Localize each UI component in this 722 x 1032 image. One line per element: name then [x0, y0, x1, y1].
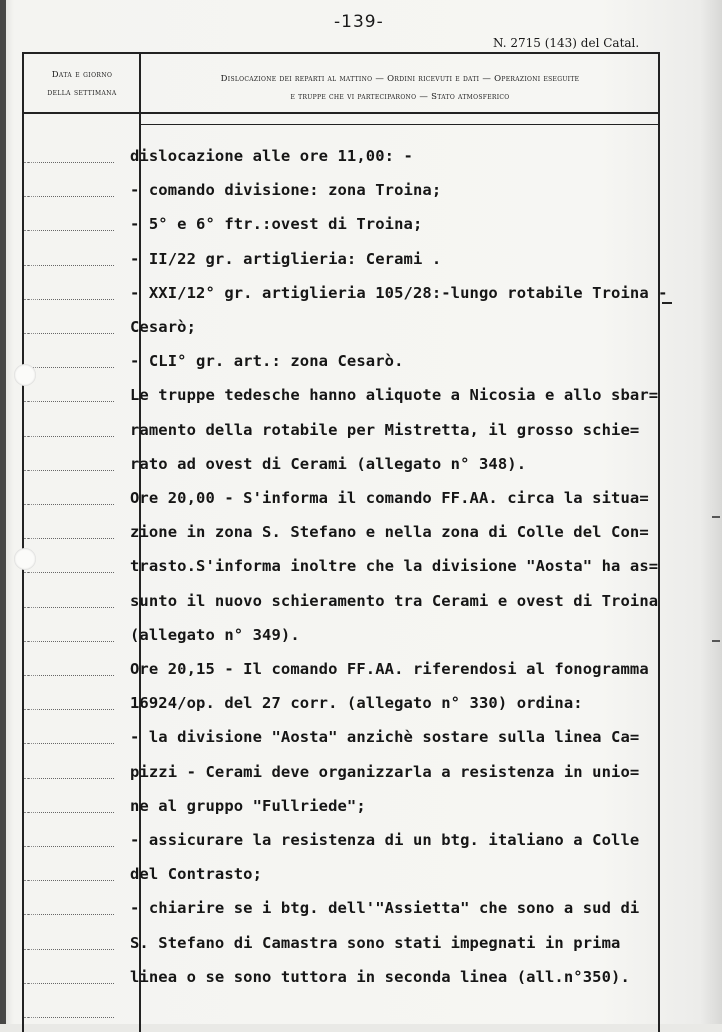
date-row-tick: [24, 401, 38, 402]
date-row-tick: [24, 812, 38, 813]
punch-hole-bottom: [14, 548, 36, 570]
date-row-rule: [28, 470, 114, 471]
date-row-tick: [24, 1017, 38, 1018]
date-column-header: [26, 66, 138, 102]
text-line: - CLI° gr. art.: zona Cesarò.: [130, 352, 404, 371]
date-row-rule: [28, 914, 114, 915]
date-row-rule: [28, 949, 114, 950]
text-line: zione in zona S. Stefano e nella zona di Colle del Con=: [130, 523, 649, 542]
date-row-rule: [28, 641, 114, 642]
date-row-tick: [24, 846, 38, 847]
date-row-tick: [24, 675, 38, 676]
text-line: ne al gruppo "Fullriede";: [130, 796, 366, 815]
date-row-rule: [28, 299, 114, 300]
text-line: del Contrasto;: [130, 865, 263, 884]
date-row-rule: [28, 265, 114, 266]
date-row-rule: [28, 401, 114, 402]
date-row-tick: [24, 983, 38, 984]
date-row-rule: [28, 436, 114, 437]
content-header-line-2: e truppe che vi parteciparono — Stato atmosferico: [290, 92, 510, 102]
text-line: - comando divisione: zona Troina;: [130, 181, 442, 200]
date-row-tick: [24, 538, 38, 539]
date-row-rule: [28, 880, 114, 881]
text-line: dislocazione alle ore 11,00: -: [130, 147, 413, 165]
date-row-tick: [24, 436, 38, 437]
date-row-tick: [24, 709, 38, 710]
date-row-rule: [28, 778, 114, 779]
text-line: S. Stefano di Camastra sono stati impegnati in prima: [130, 933, 621, 952]
header-rule: [22, 112, 660, 114]
header-rule-secondary: [140, 124, 660, 125]
date-row-tick: [24, 196, 38, 197]
text-line: - assicurare la resistenza di un btg. italiano a Colle: [130, 831, 640, 849]
text-line: Le truppe tedesche hanno aliquote a Nicosia e allo sbar=: [130, 386, 659, 405]
punch-hole-top: [14, 364, 36, 386]
date-row-rule: [28, 1017, 114, 1018]
text-line: Ore 20,00 - S'informa il comando FF.AA. circa la situa=: [130, 489, 649, 507]
date-row-rule: [28, 675, 114, 676]
catalog-reference: N. 2715 (143) del Catal.: [493, 36, 640, 50]
page-number: -139-: [334, 12, 384, 32]
date-row-rule: [28, 196, 114, 197]
text-line: Ore 20,15 - Il comando FF.AA. riferendosi al fonogramma: [130, 660, 649, 678]
text-line: - XXI/12° gr. artiglieria 105/28:-lungo rotabile Troina -: [130, 283, 668, 302]
date-row-rule: [28, 162, 114, 163]
text-line: rato ad ovest di Cerami (allegato n° 348).: [130, 454, 527, 473]
margin-tick: [712, 516, 720, 518]
date-row-rule: [28, 572, 114, 573]
date-row-tick: [24, 470, 38, 471]
date-row-rule: [28, 367, 114, 368]
text-line: ramento della rotabile per Mistretta, il grosso schie=: [130, 420, 640, 439]
date-row-rule: [28, 607, 114, 608]
text-line: Cesarò;: [130, 318, 197, 336]
text-line: - chiarire se i btg. dell'"Assietta" che sono a sud di: [130, 899, 640, 918]
date-row-rule: [28, 333, 114, 334]
content-header-line-1: Dislocazione dei reparti al mattino — Ordini ricevuti e dati — Operazioni eseguite: [220, 74, 580, 84]
date-row-rule: [28, 709, 114, 710]
date-row-tick: [24, 880, 38, 881]
date-row-tick: [24, 778, 38, 779]
date-row-tick: [24, 641, 38, 642]
text-line: (allegato n° 349).: [130, 625, 300, 644]
margin-dash: [662, 302, 672, 304]
text-line: sunto il nuovo schieramento tra Cerami e ovest di Troina: [130, 591, 659, 610]
date-row-tick: [24, 333, 38, 334]
text-line: - 5° e 6° ftr.:ovest di Troina;: [130, 215, 423, 234]
date-row-rule: [28, 504, 114, 505]
date-row-rule: [28, 846, 114, 847]
date-row-tick: [24, 949, 38, 950]
text-line: trasto.S'informa inoltre che la divisione "Aosta" ha as=: [130, 557, 659, 576]
text-line: - la divisione "Aosta" anzichè sostare sulla linea Ca=: [130, 728, 640, 747]
date-row-tick: [24, 914, 38, 915]
text-line: - II/22 gr. artiglieria: Cerami .: [130, 249, 442, 268]
text-line: linea o se sono tuttora in seconda linea (all.n°350).: [130, 967, 630, 986]
date-row-tick: [24, 230, 38, 231]
date-row-tick: [24, 265, 38, 266]
date-header-line-2: della settimana: [47, 88, 117, 98]
text-line: pizzi - Cerami deve organizzarla a resistenza in unio=: [130, 762, 640, 781]
date-row-rule: [28, 983, 114, 984]
date-row-tick: [24, 504, 38, 505]
date-row-rule: [28, 538, 114, 539]
margin-tick: [712, 640, 720, 642]
date-row-tick: [24, 743, 38, 744]
date-row-tick: [24, 162, 38, 163]
text-line: 16924/op. del 27 corr. (allegato n° 330) ordina:: [130, 694, 583, 713]
content-column-header: [150, 70, 650, 106]
date-row-tick: [24, 607, 38, 608]
date-row-tick: [24, 299, 38, 300]
date-row-rule: [28, 230, 114, 231]
date-row-tick: [24, 572, 38, 573]
date-header-line-1: Data e giorno: [51, 70, 113, 80]
date-row-rule: [28, 812, 114, 813]
date-row-rule: [28, 743, 114, 744]
page-edge: [0, 0, 6, 1024]
